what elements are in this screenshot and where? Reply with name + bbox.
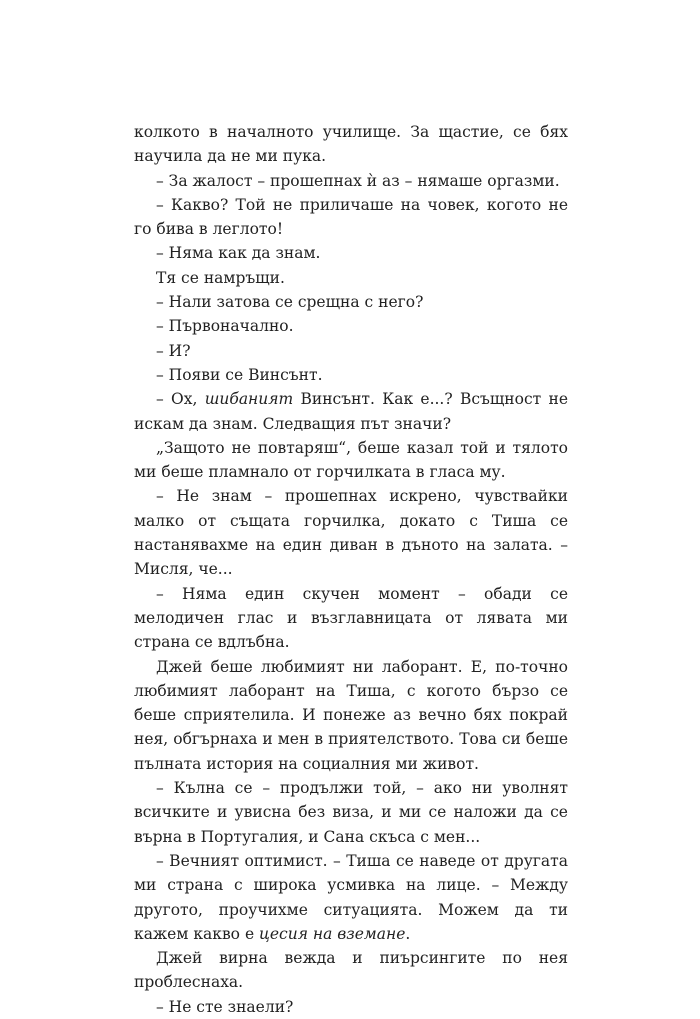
paragraph — [134, 582, 568, 655]
paragraph — [134, 120, 568, 169]
text-segment: – Нали затова се срещна с него? — [156, 293, 424, 312]
paragraph — [134, 169, 568, 193]
text-segment: – Не сте знаели? — [156, 997, 294, 1016]
paragraph — [134, 193, 568, 242]
text-segment: Тя се намръщи. — [156, 268, 285, 287]
text-segment: – Вечният оптимист. – Тиша се наведе от другата ми страна с широка усмивка на лице. – Между другото, проучихме ситуацията. Можем да ти кажем какво е — [134, 851, 568, 943]
paragraph — [134, 436, 568, 485]
text-segment: „Защото не повтаряш“, беше казал той и тялото ми беше пламнало от горчилката в гласа му. — [134, 438, 568, 482]
paragraph — [134, 241, 568, 265]
text-segment: – Няма един скучен момент – обади се мелодичен глас и възглавницата от лявата ми страна се вдлъбна. — [134, 584, 568, 652]
paragraph — [134, 363, 568, 387]
body-text — [134, 120, 568, 1019]
paragraph — [134, 387, 568, 436]
text-segment: – Появи се Винсънт. — [156, 365, 323, 384]
paragraph — [134, 314, 568, 338]
text-segment: – Какво? Той не приличаше на човек, когото не го бива в леглото! — [134, 195, 568, 239]
text-segment: – Не знам – прошепнах искрено, чувствайки малко от същата горчилка, докато с Тиша се настанявахме на един диван в дъното на залата. – Мисля, че... — [134, 487, 568, 579]
paragraph — [134, 849, 568, 946]
text-segment: Джей беше любимият ни лаборант. Е, по-точно любимият лаборант на Тиша, с когото бързо се беше сприятелила. И понеже аз вечно бях покрай нея, обгърнаха и мен в приятелството. Това си беше пълната история на социалния ми живот. — [134, 657, 568, 773]
text-segment: колкото в началното училище. За щастие, се бях научила да не ми пука. — [134, 123, 568, 166]
italic-text: цесия на вземане — [259, 924, 406, 943]
text-segment: Винсънт. Как е...? Всъщност не искам да знам. Следващия път значи? — [134, 390, 568, 433]
text-segment: – Ох, — [156, 390, 205, 409]
paragraph — [134, 776, 568, 849]
paragraph — [134, 266, 568, 290]
text-segment: – Няма как да знам. — [156, 244, 321, 263]
paragraph — [134, 946, 568, 995]
text-segment: – Кълна се – продължи той, – ако ни уволнят всичките и увисна без виза, и ми се наложи да се върна в Португалия, и Сана скъса с мен... — [134, 779, 568, 846]
text-segment: – За жалост – прошепнах ѝ аз – нямаше оргазми. — [156, 171, 560, 190]
text-segment: – И? — [156, 341, 191, 360]
paragraph — [134, 290, 568, 314]
italic-text: шибаният — [204, 390, 294, 409]
text-segment: – Първоначално. — [156, 317, 294, 336]
paragraph — [134, 339, 568, 363]
text-segment: . — [405, 924, 411, 943]
paragraph — [134, 995, 568, 1019]
paragraph — [134, 484, 568, 581]
text-segment: Джей вирна вежда и пиърсингите по нея проблеснаха. — [134, 949, 568, 992]
paragraph — [134, 655, 568, 776]
